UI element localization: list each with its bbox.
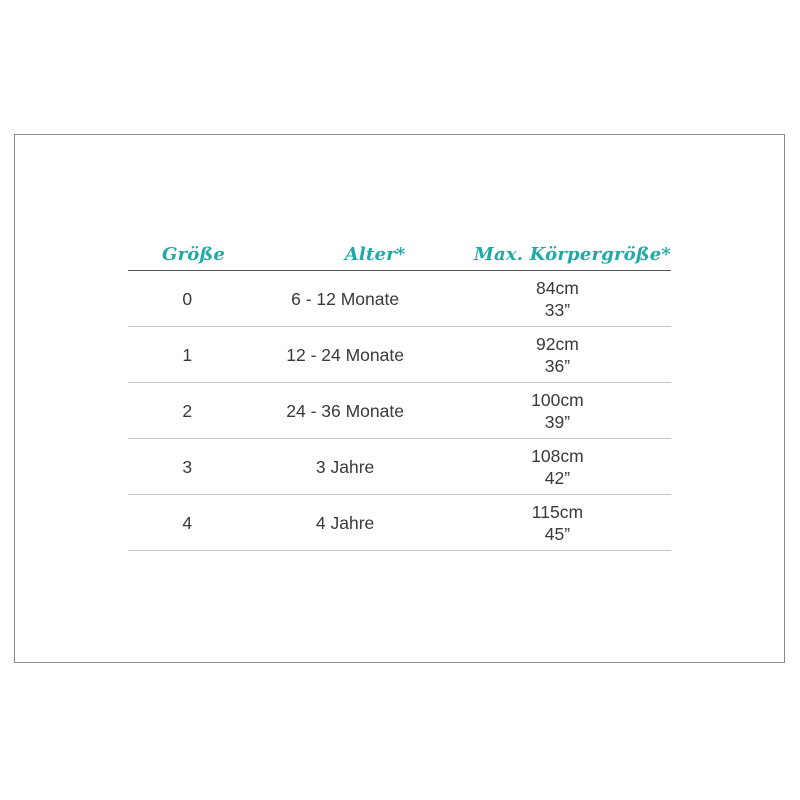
height-cm: 84cm xyxy=(536,277,579,298)
cell-size: 3 xyxy=(128,439,246,495)
height-cm: 92cm xyxy=(536,333,579,354)
cell-age: 3 Jahre xyxy=(246,439,443,495)
cell-height xyxy=(444,271,671,327)
size-chart-table xyxy=(128,238,671,551)
height-in: 39” xyxy=(544,411,571,432)
table-row xyxy=(128,327,671,383)
cell-age: 4 Jahre xyxy=(246,495,443,551)
header-size: Größe xyxy=(128,238,246,271)
cell-size: 4 xyxy=(128,495,246,551)
table-row xyxy=(128,383,671,439)
height-in: 36” xyxy=(544,355,571,376)
cell-size: 2 xyxy=(128,383,246,439)
cell-age: 6 - 12 Monate xyxy=(246,271,443,327)
height-cm: 108cm xyxy=(531,445,584,466)
table-row xyxy=(128,271,671,327)
height-in: 42” xyxy=(544,467,571,488)
cell-age: 24 - 36 Monate xyxy=(246,383,443,439)
height-cm: 115cm xyxy=(531,501,584,522)
height-in: 33” xyxy=(544,299,571,320)
header-row xyxy=(128,238,671,271)
cell-height xyxy=(444,495,671,551)
cell-height xyxy=(444,439,671,495)
table-row xyxy=(128,495,671,551)
cell-size: 0 xyxy=(128,271,246,327)
cell-height xyxy=(444,383,671,439)
cell-age: 12 - 24 Monate xyxy=(246,327,443,383)
table-row xyxy=(128,439,671,495)
cell-height xyxy=(444,327,671,383)
header-max-height: Max. Körpergröße* xyxy=(444,238,671,271)
header-age: Alter* xyxy=(246,238,443,271)
height-in: 45” xyxy=(544,523,571,544)
cell-size: 1 xyxy=(128,327,246,383)
height-cm: 100cm xyxy=(531,389,584,410)
